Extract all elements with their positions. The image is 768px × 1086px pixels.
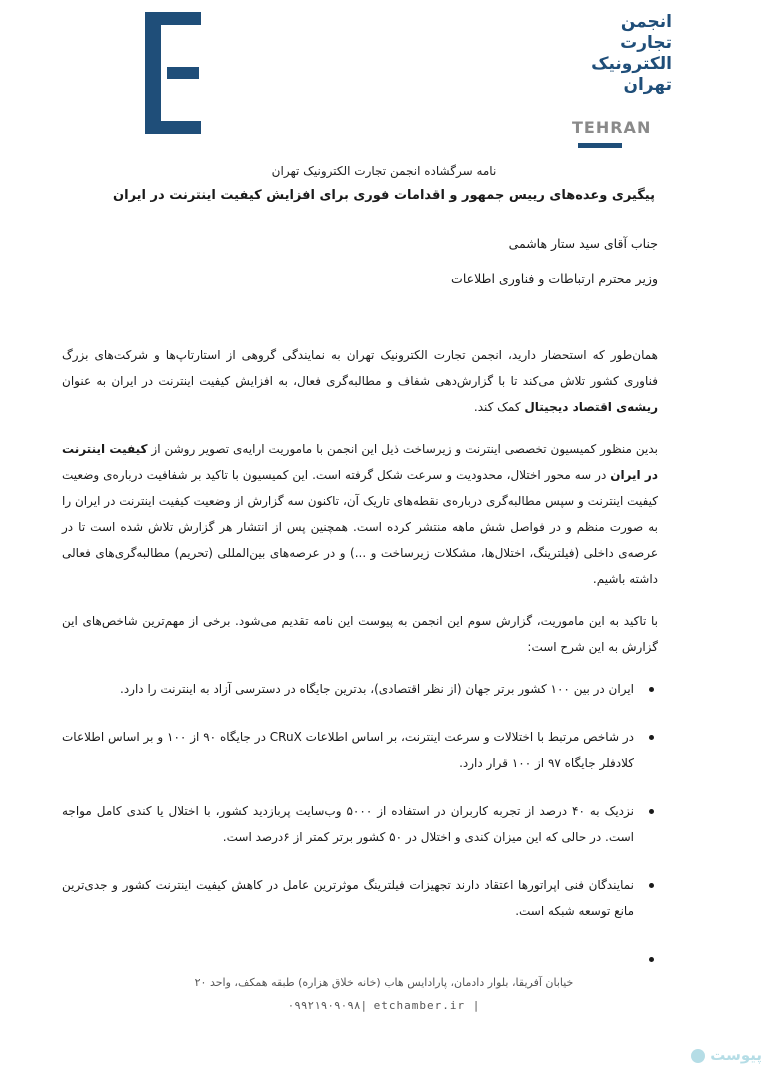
- findings-list: [62, 676, 658, 972]
- e-logo-icon: [145, 12, 201, 134]
- list-item: [62, 946, 658, 972]
- footer-contact: ۰۹۹۲۱۹۰۹۰۹۸| etchamber.ir |: [287, 999, 481, 1012]
- recipient: [451, 236, 658, 286]
- letter-body: [62, 342, 658, 994]
- p2-text-a: بدین منظور کمیسیون تخصصی اینترنت و زیرساخت ذیل این انجمن با ماموریت ارایه‌ی تصویر روشن از: [147, 442, 658, 456]
- list-item: در شاخص مرتبط با اختلالات و سرعت اینترنت، بر اساس اطلاعات CRuX در جایگاه ۹۰ از ۱۰۰ و بر اساس اطلاعات کلادفلر جایگاه ۹۷ از ۱۰۰ قرار دارد.: [62, 724, 658, 776]
- list-item: نمایندگان فنی اپراتورها اعتقاد دارند تجهیزات فیلترینگ موثرترین عامل در کاهش کیفیت اینترنت کشور و جدی‌ترین مانع توسعه شبکه است.: [62, 872, 658, 924]
- watermark: [672, 1046, 762, 1072]
- letter-footer: [0, 976, 768, 1012]
- org-city: TEHRAN: [572, 118, 652, 137]
- watermark-text: پیوست: [710, 1046, 762, 1064]
- p2-text-b: در سه محور اختلال، محدودیت و سرعت شکل گرفته است. این کمیسیون با تاکید بر شفافیت درباره‌ی وضعیت کیفیت اینترنت و سپس مطالبه‌گری درباره‌ی نقطه‌های تاریک آن، تاکنون سه گزارش از وضعیت کیفیت اینترنت در ایران را به صورت منظم و در فواصل شش ماهه منتشر کرده است. همچنین پس از انتشار هر گزارش تلاش شده است تا در عرصه‌ی داخلی (فیلترینگ، اختلال‌ها، مشکلات زیرساخت و ...) و در عرصه‌های بین‌المللی (تحریم) مطالبه‌گری‌های فعالی داشته باشیم.: [62, 468, 658, 586]
- watermark-dot-icon: [691, 1049, 705, 1063]
- letter-subject: [60, 164, 708, 203]
- p2-bold: کیفیت اینترنت در ایران: [62, 442, 658, 482]
- org-logo: [572, 12, 672, 148]
- recipient-title: وزیر محترم ارتباطات و فناوری اطلاعات: [451, 271, 658, 286]
- list-item: ایران در بین ۱۰۰ کشور برتر جهان (از نظر اقتصادی)، بدترین جایگاه در دسترسی آزاد به اینترنت را دارد.: [62, 676, 658, 702]
- recipient-name: جناب آقای سید ستار هاشمی: [508, 236, 658, 251]
- subject-line-1: نامه سرگشاده انجمن تجارت الکترونیک تهران: [271, 164, 497, 178]
- paragraph-3: با تاکید به این ماموریت، گزارش سوم این انجمن به پیوست این نامه تقدیم می‌شود. برخی از مهم‌ترین شاخص‌های این گزارش به این شرح است:: [62, 614, 658, 654]
- list-item: نزدیک به ۴۰ درصد از تجربه کاربران در استفاده از ۵۰۰۰ وب‌سایت پربازدید کشور، با اختلال یا کندی کامل مواجه است. در حالی که این میزان کندی و اختلال در ۵۰ کشور برتر کمتر از ۶درصد است.: [62, 798, 658, 850]
- subject-line-2: پیگیری وعده‌های رییس جمهور و اقدامات فوری برای افزایش کیفیت اینترنت در ایران: [113, 188, 655, 203]
- footer-address: خیابان آفریقا، بلوار دادمان، پارادایس هاب (خانه خلاق هزاره) طبقه همکف، واحد ۲۰: [194, 976, 574, 989]
- p1-text-b: کمک کند.: [473, 400, 525, 414]
- paragraph-2: [62, 436, 658, 592]
- paragraph-1: [62, 342, 658, 420]
- org-underline: [578, 143, 622, 148]
- p1-text-a: همان‌طور که استحضار دارید، انجمن تجارت الکترونیک تهران به نمایندگی گروهی از استارتاپ‌ها و شرکت‌های بزرگ فناوری کشور تلاش می‌کند تا با گزارش‌دهی شفاف و مطالبه‌گری فعال، به افزایش کیفیت اینترنت در ایران به عنوان: [62, 348, 658, 388]
- p1-bold: ریشه‌ی اقتصاد دیجیتال: [524, 400, 658, 414]
- org-name: انجمن تجارت الکترونیک تهران: [591, 12, 672, 95]
